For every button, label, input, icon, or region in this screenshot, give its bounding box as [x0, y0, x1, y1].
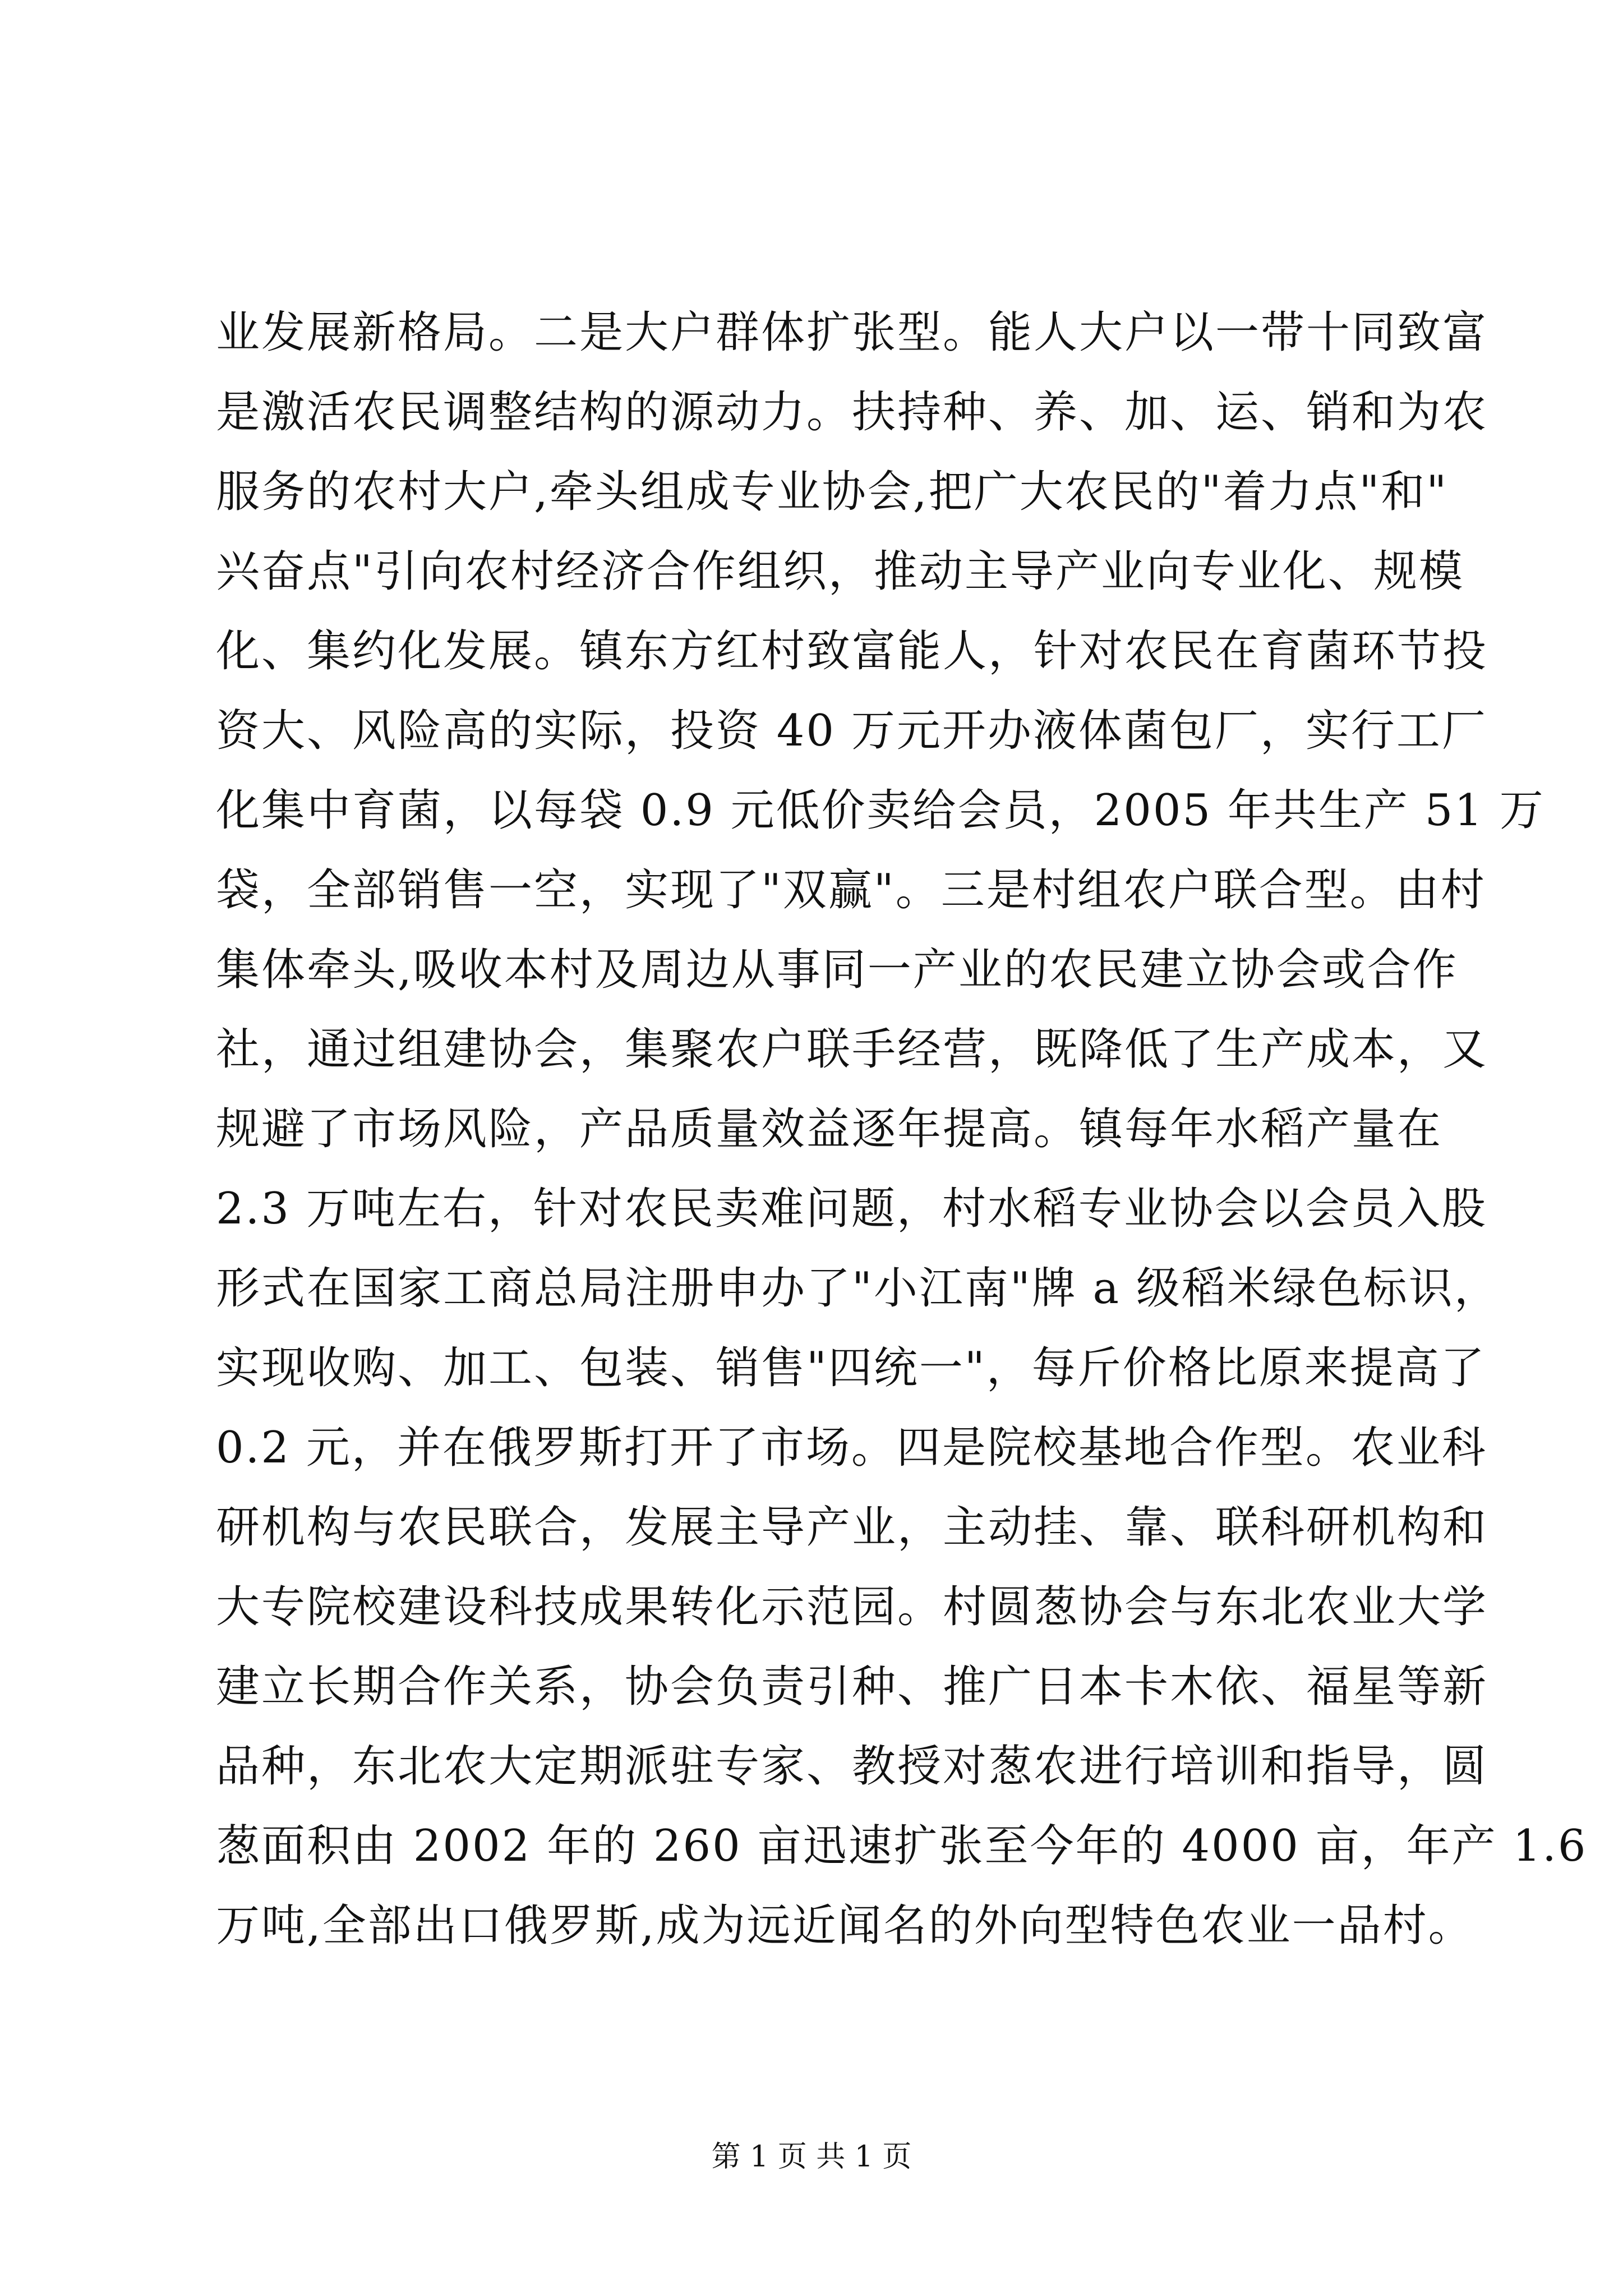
text-line: 集体牵头,吸收本村及周边从事同一产业的农民建立协会或合作 — [216, 945, 1458, 995]
text-line: 2.3 万吨左右，针对农民卖难问题，村水稻专业协会以会员入股 — [216, 1184, 1487, 1234]
text-line: 实现收购、加工、包装、销售"四统一"，每斤价格比原来提高了 — [216, 1343, 1486, 1393]
text-line: 资大、风险高的实际，投资 40 万元开办液体菌包厂，实行工厂 — [216, 706, 1487, 756]
text-line: 研机构与农民联合，发展主导产业，主动挂、靠、联科研机构和 — [216, 1502, 1488, 1553]
text-line: 形式在国家工商总局注册申办了"小江南"牌 a 级稻米绿色标识， — [216, 1263, 1500, 1314]
text-line: 品种，东北农大定期派驻专家、教授对葱农进行培训和指导，圆 — [216, 1741, 1488, 1792]
text-line: 化、集约化发展。镇东方红村致富能人，针对农民在育菌环节投 — [216, 626, 1488, 677]
text-line: 是激活农民调整结构的源动力。扶持种、养、加、运、销和为农 — [216, 387, 1488, 438]
text-line: 0.2 元，并在俄罗斯打开了市场。四是院校基地合作型。农业科 — [216, 1423, 1487, 1473]
text-line: 建立长期合作关系，协会负责引种、推广日本卡木依、福星等新 — [216, 1662, 1488, 1712]
text-line: 社，通过组建协会，集聚农户联手经营，既降低了生产成本，又 — [216, 1024, 1488, 1075]
text-line: 规避了市场风险，产品质量效益逐年提高。镇每年水稻产量在 — [216, 1104, 1443, 1154]
text-line: 服务的农村大户,牵头组成专业协会,把广大农民的"着力点"和" — [216, 467, 1449, 517]
text-line: 袋，全部销售一空，实现了"双赢"。三是村组农户联合型。由村 — [216, 865, 1486, 915]
text-line: 大专院校建设科技成果转化示范园。村圆葱协会与东北农业大学 — [216, 1582, 1488, 1632]
text-line: 万吨,全部出口俄罗斯,成为远近闻名的外向型特色农业一品村。 — [216, 1901, 1474, 1951]
text-line: 兴奋点"引向农村经济合作组织，推动主导产业向专业化、规模 — [216, 546, 1464, 597]
body-text — [216, 293, 1588, 1966]
text-line: 业发展新格局。二是大户群体扩张型。能人大户以一带十同致富 — [216, 307, 1488, 358]
page-number-footer: 第 1 页 共 1 页 — [711, 2140, 912, 2174]
text-line: 葱面积由 2002 年的 260 亩迅速扩张至今年的 4000 亩，年产 1.6 — [216, 1821, 1588, 1871]
text-line: 化集中育菌，以每袋 0.9 元低价卖给会员，2005 年共生产 51 万 — [216, 785, 1545, 836]
